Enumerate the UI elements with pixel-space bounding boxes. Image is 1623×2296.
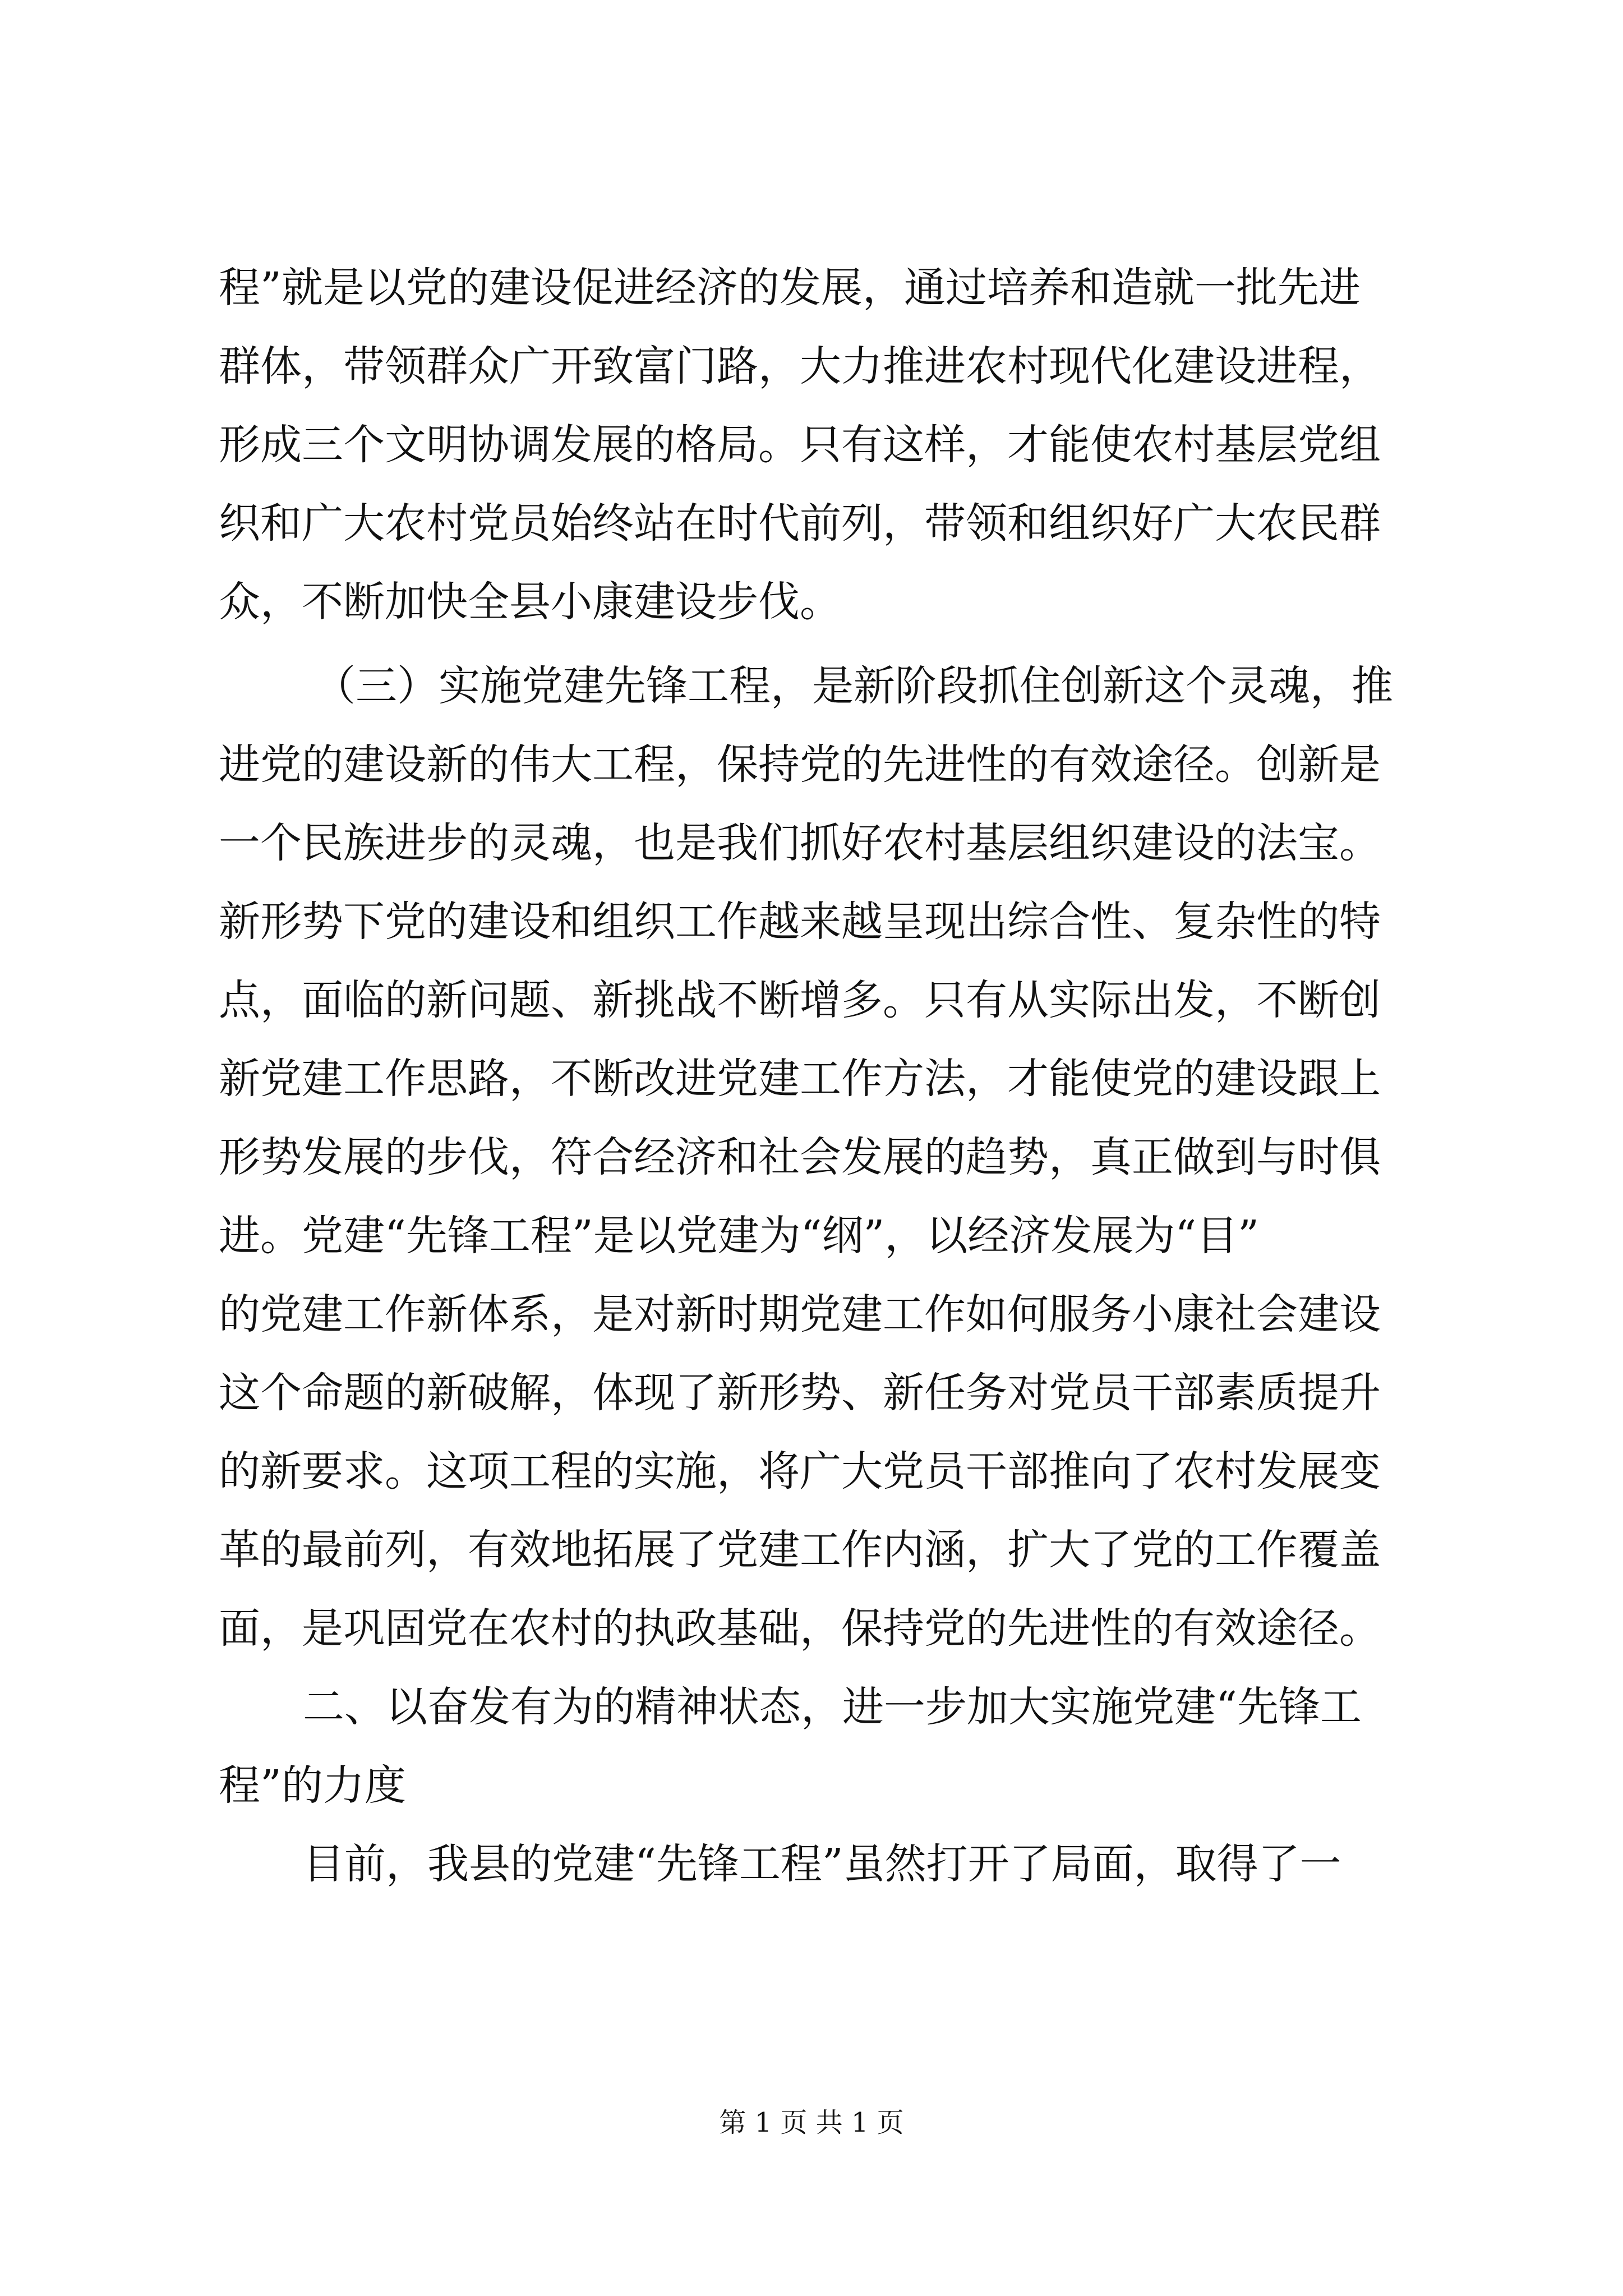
text-line: 形成三个文明协调发展的格局。只有这样，才能使农村基层党组: [219, 421, 1381, 469]
text-line: 形势发展的步伐，符合经济和社会发展的趋势，真正做到与时俱: [219, 1133, 1381, 1181]
text-line: 的新要求。这项工程的实施，将广大党员干部推向了农村发展变: [219, 1447, 1381, 1496]
text-line: 面，是巩固党在农村的执政基础，保持党的先进性的有效途径。: [219, 1604, 1381, 1653]
text-line: 革的最前列，有效地拓展了党建工作内涵，扩大了党的工作覆盖: [219, 1526, 1381, 1574]
text-line: 点，面临的新问题、新挑战不断增多。只有从实际出发，不断创: [219, 976, 1381, 1024]
page-number-footer: 第 1 页 共 1 页: [719, 2107, 904, 2138]
text-line: 新党建工作思路，不断改进党建工作方法，才能使党的建设跟上: [219, 1055, 1381, 1103]
text-line: 一个民族进步的灵魂，也是我们抓好农村基层组织建设的法宝。: [219, 819, 1381, 867]
text-line: 进党的建设新的伟大工程，保持党的先进性的有效途径。创新是: [219, 740, 1381, 789]
section-heading: 二、以奋发有为的精神状态，进一步加大实施党建“先锋工: [303, 1683, 1362, 1731]
section-heading: 程”的力度: [219, 1761, 406, 1810]
text-line: 群体，带领群众广开致富门路，大力推进农村现代化建设进程，: [219, 342, 1381, 390]
text-line: （三）实施党建先锋工程，是新阶段抓住创新这个灵魂，推: [314, 662, 1393, 710]
text-line: 进。党建“先锋工程”是以党建为“纲”，以经济发展为“目”: [219, 1212, 1259, 1260]
text-line: 程”就是以党的建设促进经济的发展，通过培养和造就一批先进: [219, 264, 1361, 312]
text-line: 目前，我县的党建“先锋工程”虽然打开了局面，取得了一: [303, 1840, 1341, 1888]
text-line: 织和广大农村党员始终站在时代前列，带领和组织好广大农民群: [219, 499, 1381, 547]
text-line: 众，不断加快全县小康建设步伐。: [219, 578, 841, 626]
text-line: 新形势下党的建设和组织工作越来越呈现出综合性、复杂性的特: [219, 898, 1381, 946]
text-line: 的党建工作新体系，是对新时期党建工作如何服务小康社会建设: [219, 1290, 1381, 1338]
text-line: 这个命题的新破解，体现了新形势、新任务对党员干部素质提升: [219, 1369, 1381, 1417]
